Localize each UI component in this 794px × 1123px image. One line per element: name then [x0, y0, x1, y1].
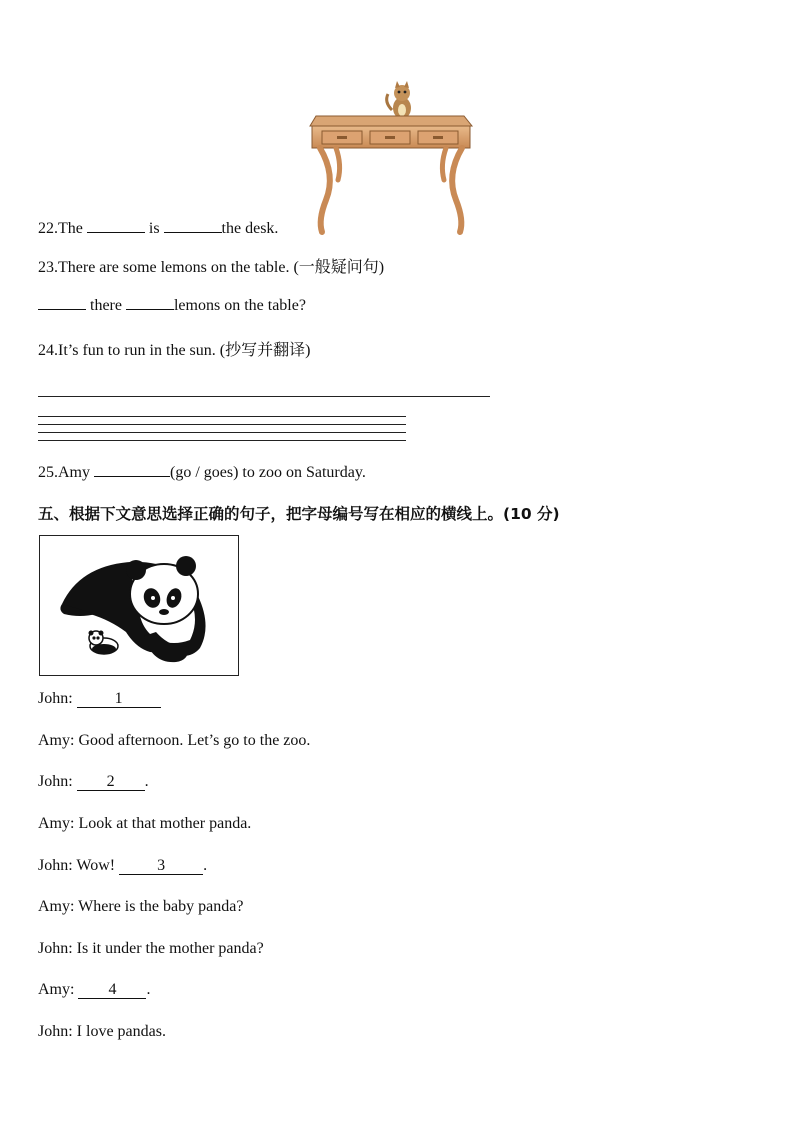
writing-rule-line[interactable]: [38, 440, 406, 441]
speaker-label: John:: [38, 690, 73, 707]
answer-blank[interactable]: [94, 462, 170, 477]
speaker-label: John:: [38, 857, 73, 874]
speaker-label: Amy:: [38, 732, 75, 749]
question-24: 24.It’s fun to run in the sun. (抄写并翻译): [38, 342, 311, 359]
punctuation: .: [203, 857, 208, 874]
dialogue-line: [38, 981, 150, 999]
writing-rule-line[interactable]: [38, 424, 406, 425]
dialogue-line: [38, 857, 207, 875]
speaker-label: John:: [38, 940, 73, 957]
answer-blank-3[interactable]: 3: [119, 858, 203, 875]
answer-blank-2[interactable]: 2: [77, 774, 145, 791]
question-22: 22.The is the desk.: [38, 220, 279, 237]
dialogue-line: [38, 732, 310, 750]
answer-blank-1[interactable]: 1: [77, 691, 161, 708]
writing-rule-line[interactable]: [38, 416, 406, 417]
speaker-label: Amy:: [38, 898, 75, 915]
speaker-label: Amy:: [38, 815, 75, 832]
question-23: 23.There are some lemons on the table. (一般疑问句): [38, 259, 385, 276]
answer-blank-4[interactable]: 4: [78, 982, 146, 999]
answer-blank[interactable]: [164, 218, 222, 233]
dialogue-text: Wow!: [72, 857, 116, 874]
dialogue-text: Is it under the mother panda?: [72, 940, 264, 957]
panda-picture-frame: [39, 535, 239, 676]
translation-answer-line[interactable]: [38, 396, 490, 397]
cat-on-desk-illustration: [306, 80, 476, 240]
dialogue-line: [38, 815, 251, 833]
question-25: 25.Amy (go / goes) to zoo on Saturday.: [38, 464, 366, 481]
section-5-heading: 五、根据下文意思选择正确的句子，把字母编号写在相应的横线上。(10 分): [38, 505, 560, 523]
question-23-answer-line: there lemons on the table?: [38, 295, 306, 315]
speaker-label: John:: [38, 773, 73, 790]
dialogue-line: [38, 898, 243, 916]
dialogue-line: [38, 773, 149, 791]
speaker-label: John:: [38, 1023, 73, 1040]
cat-icon: [387, 81, 411, 120]
panda-illustration: [40, 536, 238, 675]
punctuation: .: [146, 981, 151, 998]
dialogue-line: [38, 1023, 166, 1041]
writing-rule-line[interactable]: [38, 432, 406, 433]
dialogue-text: Good afternoon. Let’s go to the zoo.: [74, 732, 311, 749]
dialogue-line: [38, 940, 264, 958]
dialogue-text: I love pandas.: [72, 1023, 166, 1040]
dialogue-text: Where is the baby panda?: [74, 898, 244, 915]
answer-blank[interactable]: [126, 295, 174, 310]
answer-blank[interactable]: [38, 295, 86, 310]
speaker-label: Amy:: [38, 981, 75, 998]
dialogue-text: Look at that mother panda.: [74, 815, 252, 832]
dialogue-line: [38, 690, 161, 708]
punctuation: .: [144, 773, 149, 790]
answer-blank[interactable]: [87, 218, 145, 233]
